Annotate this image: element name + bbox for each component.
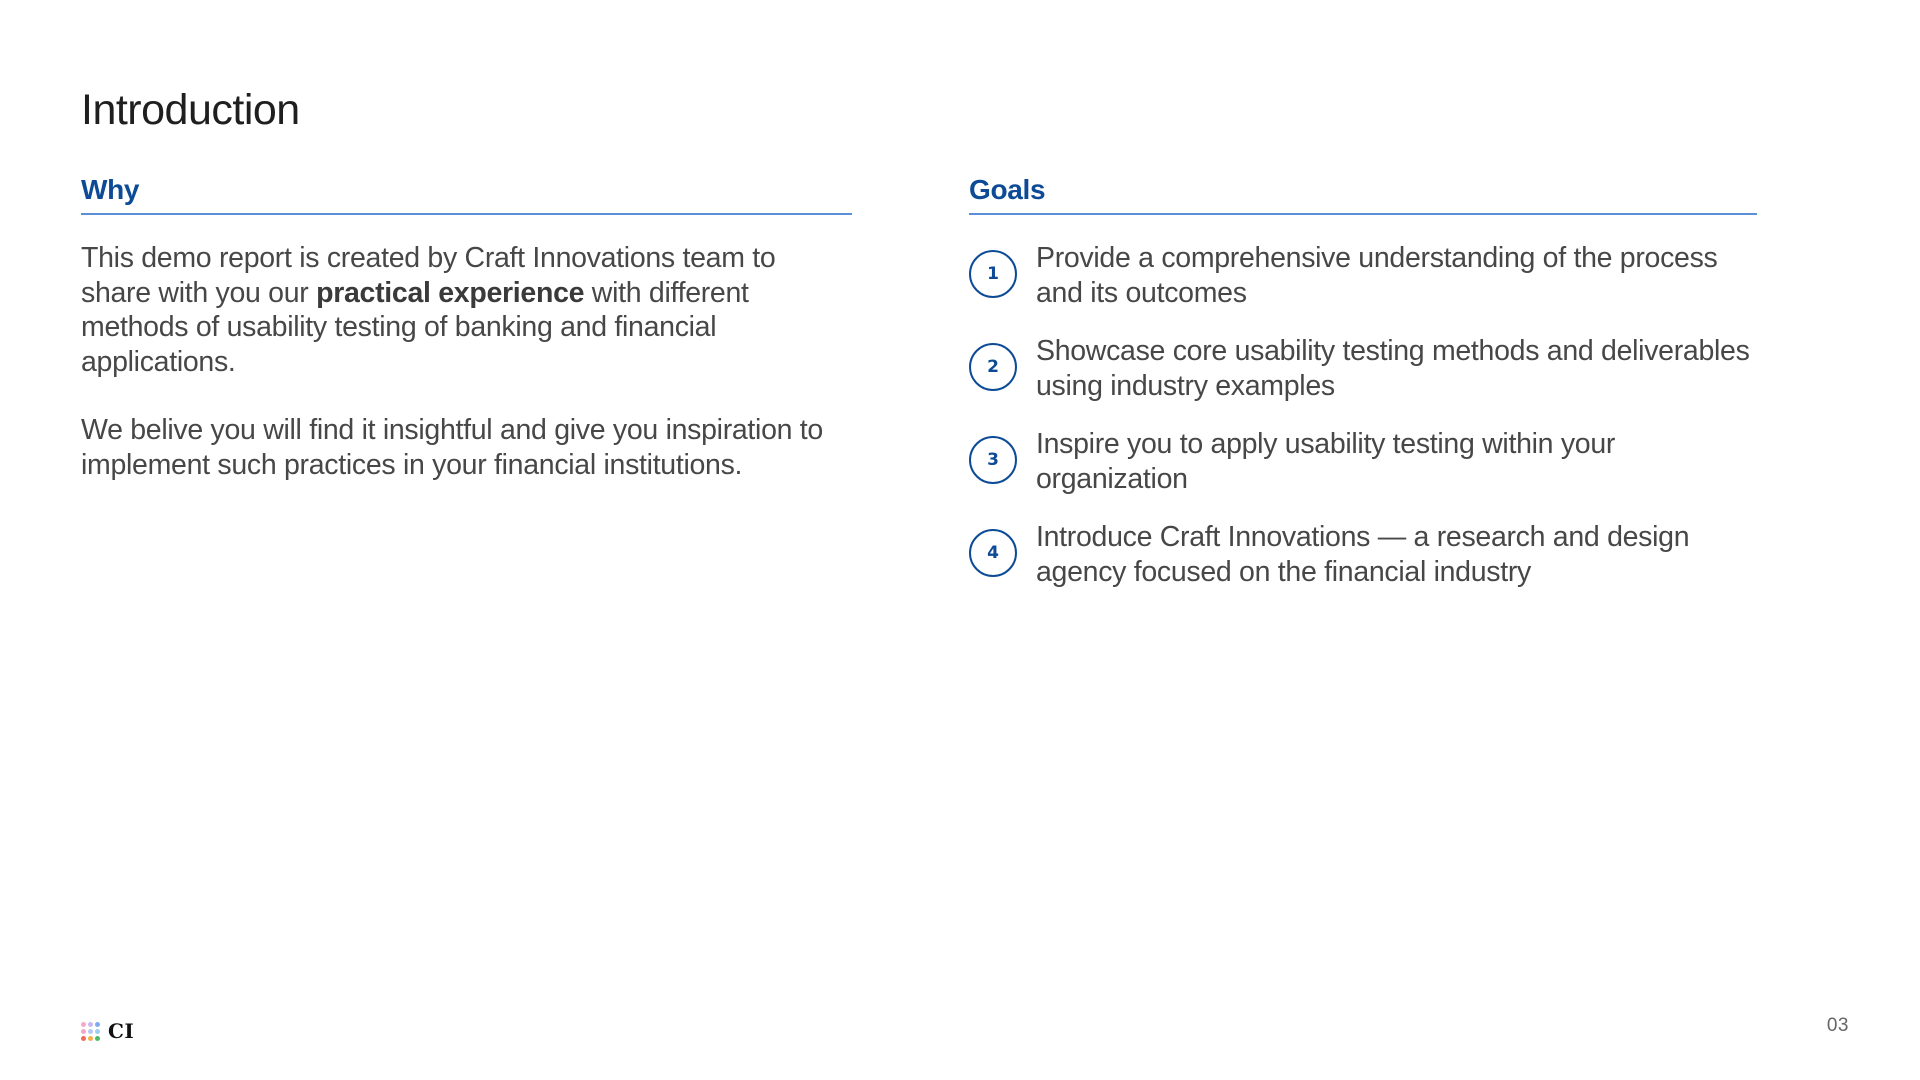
company-logo	[81, 1019, 134, 1043]
logo-dot	[81, 1022, 86, 1027]
goal-text: Provide a comprehensive understanding of the process and its outcomes	[1036, 242, 1718, 309]
goals-divider	[969, 213, 1757, 215]
goal-item-4	[969, 520, 1757, 589]
goal-item-1	[969, 241, 1757, 310]
goal-text: Inspire you to apply usability testing within your organization	[1036, 428, 1616, 495]
goal-text: Introduce Craft Innovations — a research and design agency focused on the financial industry	[1036, 521, 1690, 588]
why-heading: Why	[81, 174, 140, 205]
logo-dot	[88, 1029, 93, 1034]
why-paragraph-1	[81, 241, 852, 379]
goals-list	[969, 241, 1757, 589]
logo-dot	[95, 1022, 100, 1027]
why-paragraph-1-start: This demo report is created by Craft Innovations team to share with you our	[81, 242, 776, 309]
logo-dot	[81, 1036, 86, 1041]
logo-dot	[95, 1036, 100, 1041]
page-number: 03	[1826, 1015, 1849, 1036]
goal-item-2	[969, 334, 1757, 403]
goal-number-badge: 1	[969, 250, 1017, 298]
goal-text: Showcase core usability testing methods and deliverables using industry examples	[1036, 335, 1750, 402]
goal-item-3	[969, 427, 1757, 496]
goals-heading: Goals	[969, 174, 1046, 205]
goal-number-badge: 4	[969, 529, 1017, 577]
why-divider	[81, 213, 852, 215]
page-title: Introduction	[81, 86, 300, 134]
why-section	[81, 170, 852, 482]
logo-dot	[88, 1022, 93, 1027]
logo-dot	[81, 1029, 86, 1034]
goal-number-badge: 3	[969, 436, 1017, 484]
why-paragraph-1-end: with different methods of usability testing of banking and financial applications.	[81, 276, 749, 378]
logo-dots-icon	[81, 1022, 100, 1041]
why-paragraph-1-emphasis: practical experience	[316, 276, 585, 309]
why-paragraph-2: We belive you will find it insightful and give you inspiration to implement such practices in your financial institutions.	[81, 414, 823, 481]
goals-section	[969, 170, 1757, 613]
logo-dot	[95, 1029, 100, 1034]
logo-dot	[88, 1036, 93, 1041]
logo-text: CI	[108, 1019, 135, 1043]
goal-number-badge: 2	[969, 343, 1017, 391]
